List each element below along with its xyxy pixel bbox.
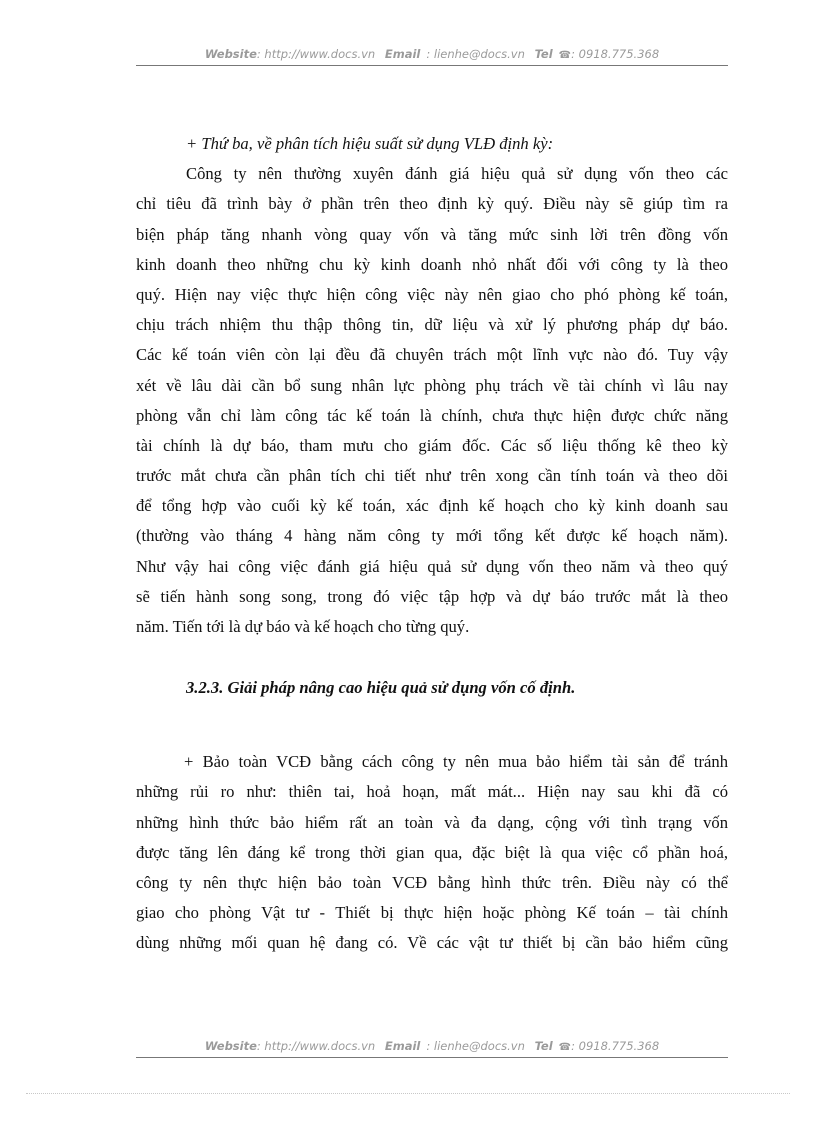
paragraph-line: kinh doanh theo những chu kỳ kinh doanh nhỏ nhất đối với công ty là theo xyxy=(136,254,728,274)
paragraph-line: những rủi ro như: thiên tai, hoả hoạn, mất mát... Hiện nay sau khi đã có xyxy=(136,782,728,802)
header-email-label: Email xyxy=(384,47,421,61)
paragraph-line: Công ty nên thường xuyên đánh giá hiệu quả sử dụng vốn theo các xyxy=(186,164,728,184)
paragraph-line: (thường vào tháng 4 hàng năm công ty mới tổng kết được kế hoạch năm). xyxy=(136,526,728,546)
paragraph-line: biện pháp tăng nhanh vòng quay vốn và tăng mức sinh lời trên đồng vốn xyxy=(136,224,728,244)
section-heading: 3.2.3. Giải pháp nâng cao hiệu quả sử dụng vốn cố định. xyxy=(186,678,576,698)
paragraph-line: phòng vẫn chỉ làm công tác kế toán là chính, chưa thực hiện được chức năng xyxy=(136,405,728,425)
footer-website-label: Website xyxy=(204,1039,257,1053)
header-tel-value: : 0918.775.368 xyxy=(571,47,660,61)
paragraph-line: tài chính là dự báo, tham mưu cho giám đốc. Các số liệu thống kê theo kỳ xyxy=(136,435,728,455)
paragraph-line: sẽ tiến hành song song, trong đó việc tập hợp và dự báo trước mắt là theo xyxy=(136,586,728,606)
header-email-value: : lienhe@docs.vn xyxy=(426,47,525,61)
footer-tel-value: : 0918.775.368 xyxy=(571,1039,660,1053)
header-tel-label: Tel xyxy=(534,47,553,61)
paragraph-line: chỉ tiêu đã trình bày ở phần trên theo định kỳ quý. Điều này sẽ giúp tìm ra xyxy=(136,194,728,214)
paragraph-line: để tổng hợp vào cuối kỳ kế toán, xác định kế hoạch cho kỳ kinh doanh sau xyxy=(136,496,728,516)
paragraph-line: dùng những mối quan hệ đang có. Về các vật tư thiết bị cần bảo hiểm cũng xyxy=(136,933,728,953)
paragraph-line: + Bảo toàn VCĐ bằng cách công ty nên mua bảo hiểm tài sản để tránh xyxy=(184,752,728,772)
paragraph-line: Như vậy hai công việc đánh giá hiệu quả sử dụng vốn theo năm và theo quý xyxy=(136,556,728,576)
paragraph-line: được tăng lên đáng kể trong thời gian qua, đặc biệt là qua việc cổ phần hoá, xyxy=(136,842,728,862)
phone-icon: ☎ xyxy=(558,50,572,61)
phone-icon: ☎ xyxy=(558,1042,572,1053)
page-header xyxy=(136,47,728,66)
paragraph-line: chịu trách nhiệm thu thập thông tin, dữ liệu và xử lý phương pháp dự báo. xyxy=(136,315,728,335)
header-website-value: : http://www.docs.vn xyxy=(256,47,376,61)
header-website-label: Website xyxy=(204,47,257,61)
document-body xyxy=(136,129,728,959)
paragraph-line: công ty nên thực hiện bảo toàn VCĐ bằng hình thức trên. Điều này có thể xyxy=(136,872,728,892)
paragraph-line: giao cho phòng Vật tư - Thiết bị thực hiện hoặc phòng Kế toán – tài chính xyxy=(136,903,728,923)
paragraph-line: năm. Tiến tới là dự báo và kế hoạch cho từng quý. xyxy=(136,617,470,636)
page-footer xyxy=(136,1039,728,1058)
paragraph-line: trước mắt chưa cần phân tích chi tiết như trên xong cần tính toán và theo dõi xyxy=(136,466,728,486)
footer-tel-label: Tel xyxy=(534,1039,553,1053)
page-bottom-divider xyxy=(26,1093,790,1094)
footer-website-value: : http://www.docs.vn xyxy=(256,1039,376,1053)
paragraph-line: Các kế toán viên còn lại đều đã chuyên trách một lĩnh vực nào đó. Tuy vậy xyxy=(136,345,728,365)
paragraph-line: những hình thức bảo hiểm rất an toàn và đa dạng, cộng với tình trạng vốn xyxy=(136,812,728,832)
paragraph-line: quý. Hiện nay việc thực hiện công việc này nên giao cho phó phòng kế toán, xyxy=(136,284,728,304)
section1-subheading: + Thứ ba, về phân tích hiệu suất sử dụng VLĐ định kỳ: xyxy=(186,134,554,153)
footer-email-label: Email xyxy=(384,1039,421,1053)
paragraph-line: xét về lâu dài cần bổ sung nhân lực phòng phụ trách về tài chính vì lâu nay xyxy=(136,375,728,395)
footer-email-value: : lienhe@docs.vn xyxy=(426,1039,525,1053)
